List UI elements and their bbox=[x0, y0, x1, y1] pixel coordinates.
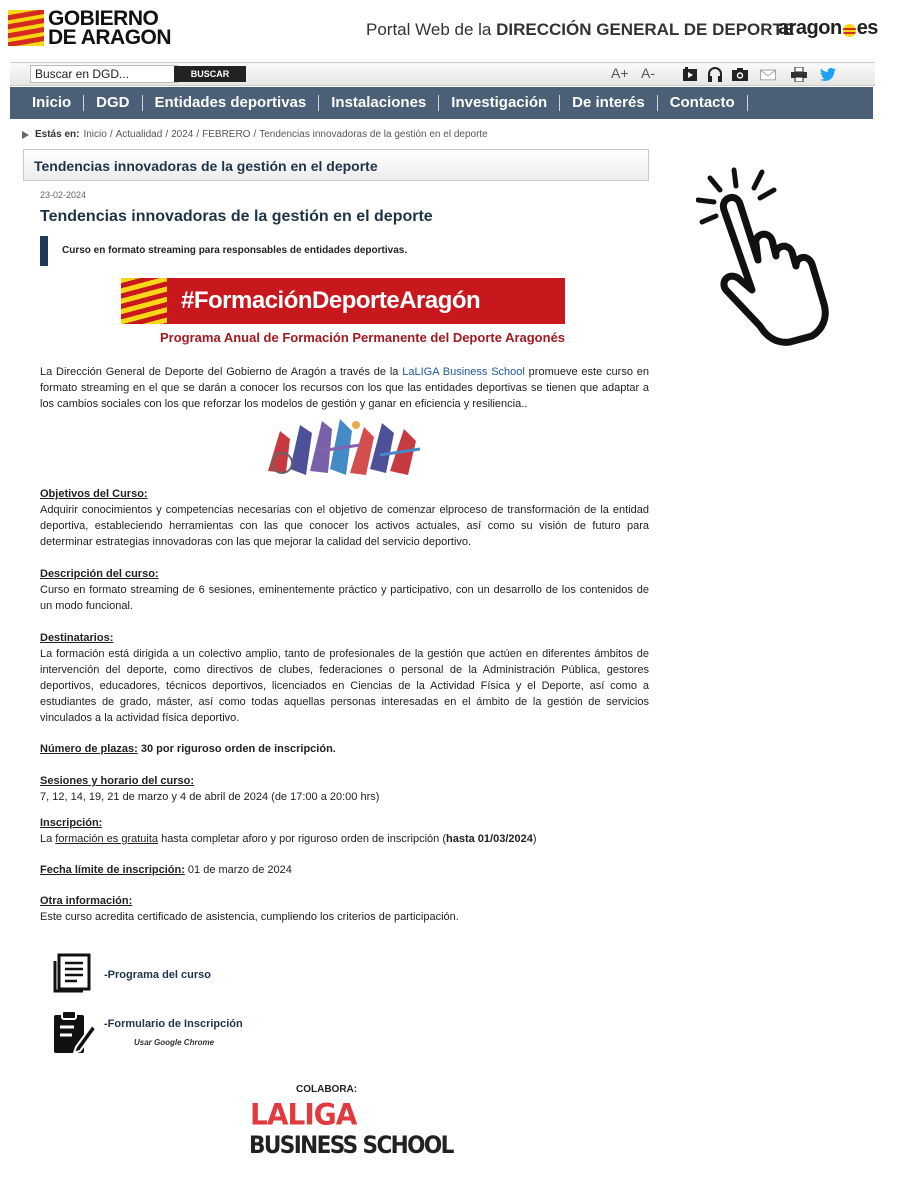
objetivos-text: Adquirir conocimientos y competencias necesarias con el objetivo de comenzar elproceso de transformación de la entidad deportiva, estableciendo herramientas con las que conocer los activos actuales, así como su visión de futuro para determinar estrategias innovadoras con las que mejorar la calidad del servicio deportivo. bbox=[40, 504, 649, 548]
nav-item-instalaciones[interactable]: Instalaciones bbox=[319, 95, 439, 111]
banner-text: #FormaciónDeporteAragón bbox=[181, 287, 481, 314]
subtitle-accent-bar bbox=[40, 236, 48, 266]
headphones-icon[interactable] bbox=[707, 67, 723, 82]
formacion-gratuita-link[interactable]: formación es gratuita bbox=[55, 833, 159, 845]
nav-item-inicio[interactable]: Inicio bbox=[20, 95, 84, 111]
toolbar bbox=[10, 62, 875, 86]
font-increase-button[interactable]: A+ bbox=[611, 65, 629, 81]
aragon-dot-icon bbox=[843, 24, 856, 37]
portal-name: DIRECCIÓN GENERAL DE DEPORTE bbox=[496, 20, 795, 39]
plazas-heading: Número de plazas: bbox=[40, 743, 138, 755]
article-date: 23-02-2024 bbox=[40, 190, 87, 200]
article-title: Tendencias innovadoras de la gestión en el deporte bbox=[40, 208, 433, 225]
aragon-es-left: aragon bbox=[778, 17, 842, 39]
nav-item-entidades[interactable]: Entidades deportivas bbox=[143, 95, 320, 111]
fecha-limite-text: 01 de marzo de 2024 bbox=[184, 864, 292, 876]
intro-paragraph bbox=[40, 364, 649, 412]
plazas-section bbox=[40, 741, 649, 757]
form-edit-icon[interactable] bbox=[52, 1007, 98, 1055]
logo-line-2: DE ARAGON bbox=[48, 26, 172, 49]
fecha-limite-heading: Fecha límite de inscripción: bbox=[40, 864, 185, 876]
programa-curso-link[interactable]: -Programa del curso bbox=[104, 969, 211, 981]
article-box-title: Tendencias innovadoras de la gestión en el deporte bbox=[23, 149, 649, 181]
twitter-icon[interactable] bbox=[820, 67, 836, 82]
breadcrumb-item[interactable]: 2024 bbox=[171, 129, 194, 140]
objetivos-heading: Objetivos del Curso: bbox=[40, 488, 148, 500]
laliga-logo-text: LALIGA bbox=[250, 1097, 357, 1132]
laliga-link[interactable]: LaLIGA Business School bbox=[402, 366, 525, 378]
search-input[interactable] bbox=[30, 65, 178, 83]
banner-flag-icon bbox=[121, 278, 167, 324]
descripcion-section bbox=[40, 566, 649, 614]
logo-line-1: GOBIERNO bbox=[48, 7, 159, 30]
otra-info-heading: Otra información: bbox=[40, 895, 133, 907]
otra-info-section bbox=[40, 893, 649, 925]
article-subtitle: Curso en formato streaming para responsables de entidades deportivas. bbox=[62, 245, 408, 256]
inscripcion-heading: Inscripción: bbox=[40, 817, 103, 829]
breadcrumb-item[interactable]: FEBRERO bbox=[202, 129, 251, 140]
objetivos-section bbox=[40, 486, 649, 550]
breadcrumb-item[interactable]: Actualidad bbox=[115, 129, 163, 140]
gobierno-aragon-logo[interactable] bbox=[8, 8, 171, 48]
breadcrumb-label: Estás en: bbox=[35, 129, 80, 140]
inscripcion-pre: La bbox=[40, 833, 56, 845]
aragon-es-right: es bbox=[856, 17, 878, 39]
nav-item-investigacion[interactable]: Investigación bbox=[439, 95, 560, 111]
nav-item-dgd[interactable]: DGD bbox=[84, 95, 142, 111]
formulario-inscripcion-link[interactable]: -Formulario de Inscripción bbox=[104, 1018, 243, 1030]
portal-title bbox=[366, 20, 794, 40]
breadcrumb-item[interactable]: Inicio bbox=[83, 129, 107, 140]
print-icon[interactable] bbox=[791, 67, 807, 82]
nav-item-contacto[interactable]: Contacto bbox=[658, 95, 748, 111]
pointing-hand-icon bbox=[696, 164, 836, 346]
breadcrumb-arrow-icon bbox=[22, 131, 29, 139]
aragon-es-logo[interactable] bbox=[778, 17, 878, 40]
site-header bbox=[0, 0, 915, 60]
banner-subtitle: Programa Anual de Formación Permanente del Deporte Aragonés bbox=[160, 330, 566, 345]
aragon-flag-icon bbox=[8, 10, 44, 46]
fecha-limite-section bbox=[40, 862, 649, 878]
inscripcion-section bbox=[40, 815, 649, 847]
font-decrease-button[interactable]: A- bbox=[641, 65, 655, 81]
business-school-logo-text: BUSINESS SCHOOL bbox=[249, 1131, 453, 1159]
portal-prefix: Portal Web de la bbox=[366, 20, 492, 39]
breadcrumb: Estás en: Inicio / Actualidad / 2024 / FEBRERO / Tendencias innovadoras de la gestión en el deporte bbox=[22, 129, 488, 140]
document-icon[interactable] bbox=[53, 953, 93, 993]
search-button[interactable]: BUSCAR bbox=[174, 66, 246, 82]
intro-text-1: La Dirección General de Deporte del Gobierno de Aragón a través de la bbox=[40, 366, 403, 378]
destinatarios-heading: Destinatarios: bbox=[40, 632, 114, 644]
video-icon[interactable] bbox=[682, 67, 698, 82]
sports-collage-image bbox=[260, 411, 428, 483]
colabora-label: COLABORA: bbox=[296, 1084, 358, 1095]
sesiones-section bbox=[40, 773, 649, 805]
nav-item-de-interes[interactable]: De interés bbox=[560, 95, 658, 111]
main-nav bbox=[10, 87, 873, 119]
inscripcion-mid: hasta completar aforo y por riguroso orden de inscripción ( bbox=[158, 833, 446, 845]
sesiones-text: 7, 12, 14, 19, 21 de marzo y 4 de abril de 2024 (de 17:00 a 20:00 hrs) bbox=[40, 791, 380, 803]
formacion-banner bbox=[121, 278, 565, 324]
otra-info-text: Este curso acredita certificado de asistencia, cumpliendo los criterios de participación. bbox=[40, 911, 459, 923]
breadcrumb-current: Tendencias innovadoras de la gestión en el deporte bbox=[259, 129, 488, 140]
descripcion-text: Curso en formato streaming de 6 sesiones, eminentemente práctico y participativo, con un desarrollo de los contenidos de un modo funcional. bbox=[40, 584, 649, 612]
inscripcion-deadline: hasta 01/03/2024 bbox=[446, 833, 533, 845]
destinatarios-text: La formación está dirigida a un colectivo amplio, tanto de profesionales de la gestión que actúen en diferentes ámbitos de intervención del deporte, como directivos de clubes, federaciones o personal de la Administración Pública, gestores deportivos, educadores, técnicos deportivos, licenciados en Ciencias de la Actividad Física y el Deporte, así como a estudiantes de grado, máster, así como todas aquellas personas interesadas en el ámbito de la gestión de servicios vinculados a la actividad física deportivo. bbox=[40, 648, 649, 724]
mail-icon[interactable] bbox=[760, 67, 776, 82]
inscripcion-end: ) bbox=[532, 833, 537, 845]
camera-icon[interactable] bbox=[732, 67, 748, 82]
intro-text-2: promueve este curso en formato streaming en el que se darán a conocer los recursos con los que las entidades deportivas se tienen que adaptar a los cambios sociales con los que reforzar los modelos de gestión y ganar en eficiencia y resiliencia.. bbox=[40, 366, 650, 410]
destinatarios-section bbox=[40, 630, 649, 726]
descripcion-heading: Descripción del curso: bbox=[40, 568, 159, 580]
plazas-text: 30 por riguroso orden de inscripción. bbox=[137, 743, 336, 755]
sesiones-heading: Sesiones y horario del curso: bbox=[40, 775, 195, 787]
chrome-note: Usar Google Chrome bbox=[134, 1038, 215, 1047]
